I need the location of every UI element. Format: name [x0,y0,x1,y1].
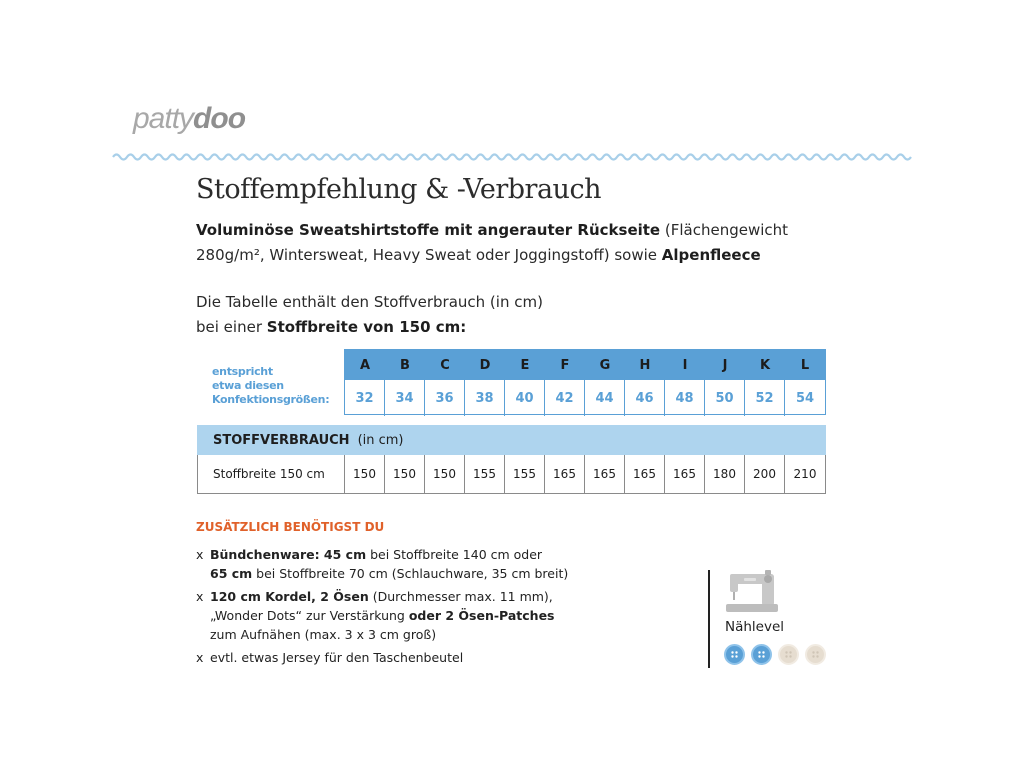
list-item: x 120 cm Kordel, 2 Ösen (Durchmesser max. 11 mm), „Wonder Dots“ zur Verstärkung oder 2 Ösen-Patches zum Aufnähen (max. 3 x 3 cm groß) [196,589,555,642]
size-value: 34 [385,380,425,416]
usage-value: 165 [665,455,705,493]
size-value: 50 [705,380,745,416]
skill-level-label: Nählevel [725,619,785,635]
size-value: 32 [345,380,385,416]
usage-value: 180 [705,455,745,493]
button-holes-icon [811,650,820,659]
button-holes-icon [757,650,766,659]
page-title: Stoffempfehlung & -Verbrauch [196,174,601,205]
size-letter: E [505,350,545,380]
size-value: 40 [505,380,545,416]
size-value: 44 [585,380,625,416]
size-value: 46 [625,380,665,416]
pattydoo-logo: pattydoo [133,102,246,135]
usage-table-row [197,455,826,494]
size-letter: A [345,350,385,380]
size-letter: H [625,350,665,380]
usage-table-header: STOFFVERBRAUCH (in cm) [197,425,826,455]
size-value: 48 [665,380,705,416]
size-letter: B [385,350,425,380]
list-item: x Bündchenware: 45 cm bei Stoffbreite 140 cm oder 65 cm bei Stoffbreite 70 cm (Schlauchware, 35 cm breit) [196,547,569,581]
usage-value: 210 [793,467,817,481]
size-table [344,349,826,415]
list-marker: x [196,650,204,665]
usage-value: 155 [505,455,545,493]
list-marker: x [196,547,204,562]
size-value: 54 [795,390,815,406]
usage-value: 165 [625,455,665,493]
size-letter: G [585,350,625,380]
skill-level-rating [724,644,826,665]
size-letter: F [545,350,585,380]
usage-value: 200 [745,455,785,493]
size-value: 52 [745,380,785,416]
skill-button-empty [805,644,826,665]
size-letter: D [465,350,505,380]
size-value: 38 [465,380,505,416]
size-letter: K [745,350,785,380]
size-letter: J [705,350,745,380]
usage-value: 150 [425,455,465,493]
button-holes-icon [730,650,739,659]
list-marker: x [196,589,204,604]
usage-value: 150 [385,455,425,493]
size-value: 42 [545,380,585,416]
table-intro: Die Tabelle enthält den Stoffverbrauch (in cm) bei einer Stoffbreite von 150 cm: [196,293,543,336]
fabric-recommendation: Voluminöse Sweatshirtstoffe mit angerauter Rückseite (Flächengewicht 280g/m², Wintersweat, Heavy Sweat oder Joggingstoff) sowie Alpenfleece [196,221,789,264]
usage-value: 155 [465,455,505,493]
button-holes-icon [784,650,793,659]
usage-value: 165 [585,455,625,493]
usage-row-label: Stoffbreite 150 cm [198,455,345,493]
vertical-divider [708,570,710,668]
size-value: 36 [425,380,465,416]
list-item: x evtl. etwas Jersey für den Taschenbeutel [196,650,464,665]
size-letter: I [665,350,705,380]
size-letter: C [425,350,465,380]
wave-divider [112,148,912,166]
usage-value: 165 [545,455,585,493]
usage-value: 150 [345,455,385,493]
sewing-machine-icon [724,570,778,614]
skill-button-empty [778,644,799,665]
skill-button-filled [724,644,745,665]
size-table-label: entspricht etwa diesen Konfektionsgrößen: [212,365,330,406]
skill-button-filled [751,644,772,665]
size-letter: L [785,350,825,380]
extras-heading: ZUSÄTZLICH BENÖTIGST DU [196,520,385,534]
